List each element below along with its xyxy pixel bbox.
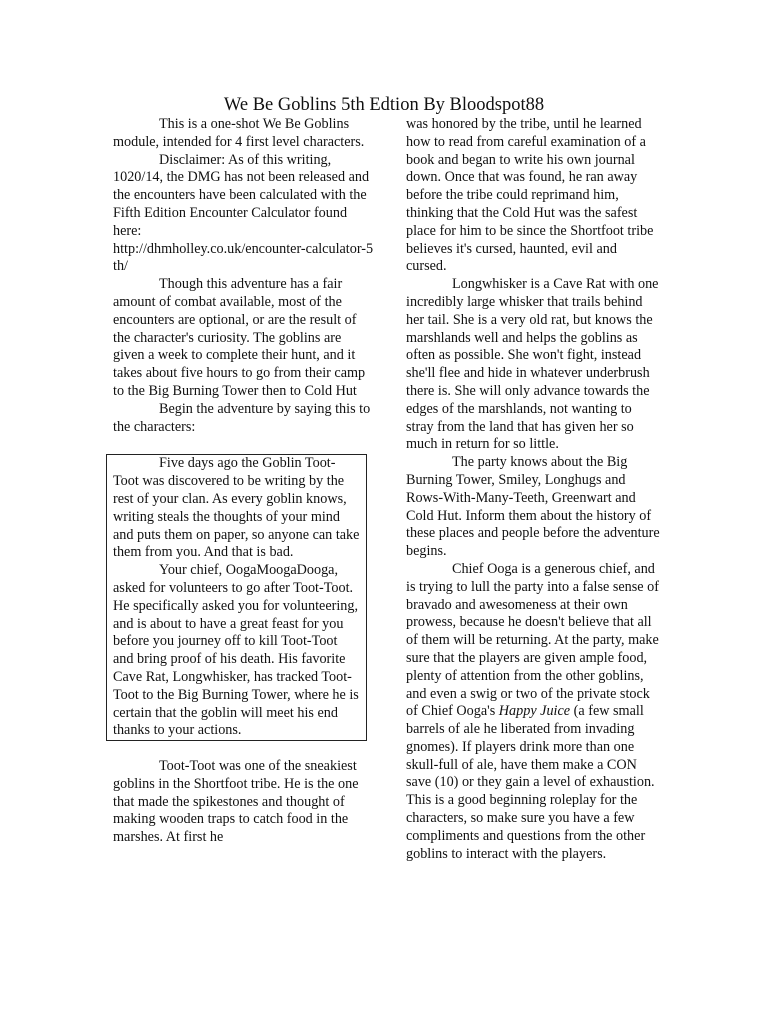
happy-juice-emphasis: Happy Juice (498, 703, 571, 720)
party-knowledge-paragraph: The party knows about the Big Burning Tower, Smiley, Longhugs and Rows-With-Many-Teeth, Greenwart and Cold Hut. Inform them about the history of these places and people before the adventure begins. (406, 454, 660, 560)
disclaimer-paragraph: Disclaimer: As of this writing, 1020/14, the DMG has not been released and the encounters have been calculated with the Fifth Edition Encounter Calculator found here: (113, 151, 370, 239)
calculator-url: http://dhmholley.co.uk/encounter-calculator-5th/ (113, 240, 374, 275)
read-aloud-paragraph-2: Your chief, OogaMoogaDooga, asked for volunteers to go after Toot-Toot. He specifically asked you for volunteering, and is about to have a great feast for you before you journey off to kill Toot-Toot and bring proof of his death. His favorite Cave Rat, Longwhisker, has tracked Toot-Toot to the Big Burning Tower, where he is certain that the goblin will meet his end thanks to your actions. (113, 562, 359, 739)
toot-toot-paragraph: Toot-Toot was one of the sneakiest goblins in the Shortfoot tribe. He is the one that made the spikestones and thought of making wooden traps to catch food in the marshes. At first he (113, 758, 359, 846)
right-column (406, 116, 660, 863)
left-column (113, 116, 375, 847)
intro-paragraph: This is a one-shot We Be Goblins module, intended for 4 first level characters. (113, 116, 365, 150)
chief-ooga-text-a: Chief Ooga is a generous chief, and is trying to lull the party into a false sense of bravado and awesomeness at their own prowess, because he doesn't believe that all of them will be returning. At the party, make sure that the players are given ample food, plenty of attention from the other goblins, and even a swig or two of the private stock of Chief Ooga's (406, 560, 659, 720)
longwhisker-paragraph: Longwhisker is a Cave Rat with one incredibly large whisker that trails behind her tail. She is a very old rat, but knows the marshlands well and helps the goblins as often as possible. She won't fight, instead she'll flee and hide in whatever underbrush there is. She will only advance towards the edges of the marshlands, not wanting to stray from the land that has given her so much in return for so little. (406, 276, 659, 453)
begin-paragraph: Begin the adventure by saying this to the characters: (113, 400, 371, 435)
read-aloud-box (106, 454, 367, 741)
chief-ooga-paragraph (406, 561, 660, 864)
chief-ooga-text-b: (a few small barrels of ale he liberated from invading gnomes). If players drink more than one skull-full of ale, have them make a CON save (10) or they gain a level of exhaustion. This is a good beginning roleplay for the characters, so make sure you have a few compliments and questions from the other goblins to interact with the players. (406, 703, 655, 862)
combat-paragraph: Though this adventure has a fair amount of combat available, most of the encounters are optional, or are the result of the character's curiosity. The goblins are given a week to complete their hunt, and it takes about five hours to go from their camp to the Big Burning Tower then to Cold Hut (113, 276, 366, 399)
toot-toot-continued: was honored by the tribe, until he learned how to read from careful examination of a book and began to write his own journal down. Once that was found, he ran away before the tribe could reprimand him, thinking that the Cold Hut was the safest place for him to be since the Shortfoot tribe believes it's cursed, haunted, evil and cursed. (406, 116, 654, 275)
page-title: We Be Goblins 5th Edtion By Bloodspot88 (223, 95, 545, 115)
read-aloud-paragraph-1: Five days ago the Goblin Toot-Toot was discovered to be writing by the rest of your clan. As every goblin knows, writing steals the thoughts of your mind and puts them on paper, so anyone can take them from you. And that is bad. (113, 455, 360, 561)
